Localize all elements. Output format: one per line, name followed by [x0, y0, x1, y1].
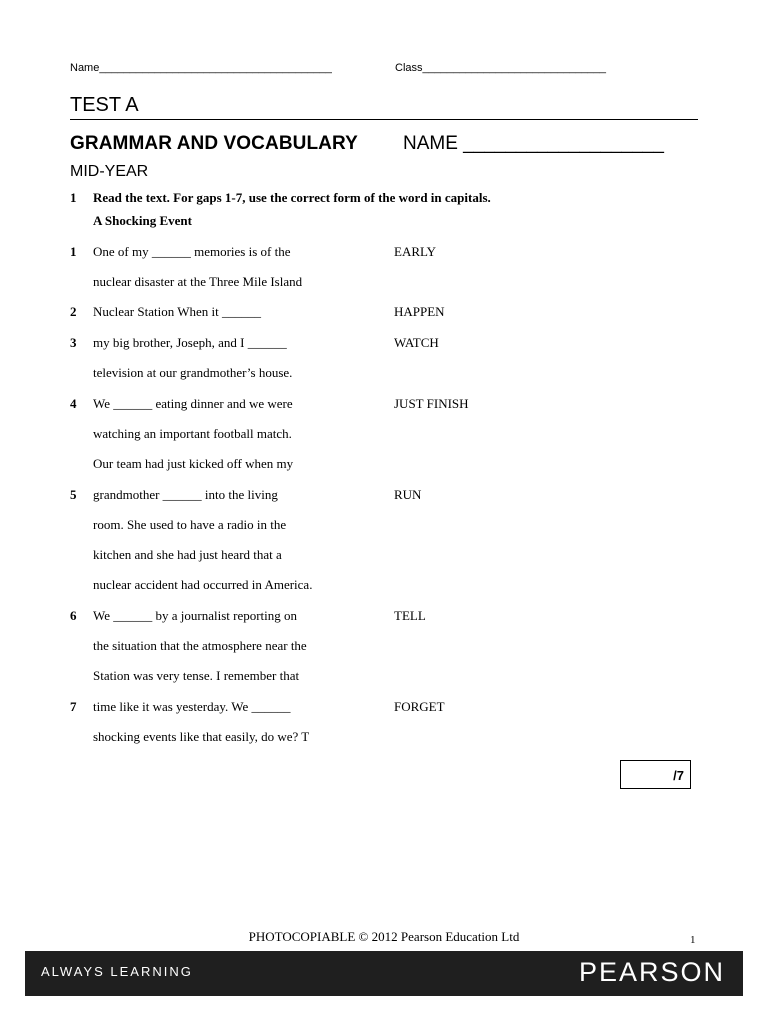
prompt-word: EARLY	[394, 244, 437, 259]
item-number: 3	[70, 335, 77, 350]
page-number: 1	[690, 934, 696, 946]
item-number: 1	[70, 244, 77, 259]
text-line: Nuclear Station When it ______	[93, 304, 262, 319]
brand-logo: PEARSON	[578, 957, 725, 987]
class-field: Class______________________________	[395, 62, 607, 74]
text-line: the situation that the atmosphere near the	[93, 638, 307, 653]
prompt-word: FORGET	[394, 699, 445, 714]
item-number: 5	[70, 487, 77, 502]
exercise-instruction: Read the text. For gaps 1-7, use the correct form of the word in capitals.	[93, 190, 491, 205]
text-line: shocking events like that easily, do we? T	[93, 729, 310, 744]
test-title: TEST A	[70, 94, 139, 116]
text-line: my big brother, Joseph, and I ______	[93, 335, 287, 350]
prompt-word: JUST FINISH	[394, 396, 469, 411]
prompt-word: WATCH	[394, 335, 439, 350]
student-name-field: NAME ___________________	[403, 133, 664, 154]
copyright-notice: PHOTOCOPIABLE © 2012 Pearson Education Ltd	[248, 929, 520, 944]
text-line: nuclear disaster at the Three Mile Island	[93, 274, 303, 289]
score-box	[620, 760, 691, 789]
prompt-word: HAPPEN	[394, 304, 445, 319]
text-line: watching an important football match.	[93, 426, 292, 441]
item-number: 4	[70, 396, 77, 411]
name-field: Name______________________________________	[70, 62, 332, 74]
item-number: 7	[70, 699, 77, 714]
exercise-number: 1	[70, 190, 77, 205]
prompt-word: RUN	[394, 487, 422, 502]
section-title: GRAMMAR AND VOCABULARY	[70, 133, 358, 154]
text-line: kitchen and she had just heard that a	[93, 547, 282, 562]
text-line: nuclear accident had occurred in America.	[93, 577, 313, 592]
text-line: We ______ by a journalist reporting on	[93, 608, 298, 623]
text-title: A Shocking Event	[93, 213, 192, 228]
text-line: We ______ eating dinner and we were	[93, 396, 293, 411]
text-line: Station was very tense. I remember that	[93, 668, 300, 683]
text-line: television at our grandmother’s house.	[93, 365, 293, 380]
item-number: 6	[70, 608, 77, 623]
prompt-word: TELL	[394, 608, 426, 623]
score-label: /7	[673, 768, 684, 783]
text-line: room. She used to have a radio in the	[93, 517, 287, 532]
tagline: ALWAYS LEARNING	[41, 964, 193, 979]
level-label: MID-YEAR	[70, 163, 149, 180]
text-line: One of my ______ memories is of the	[93, 244, 291, 259]
title-divider	[70, 119, 698, 120]
text-line: time like it was yesterday. We ______	[93, 699, 291, 714]
item-number: 2	[70, 304, 77, 319]
footer-bar	[25, 951, 743, 996]
text-line: Our team had just kicked off when my	[93, 456, 294, 471]
text-line: grandmother ______ into the living	[93, 487, 278, 502]
